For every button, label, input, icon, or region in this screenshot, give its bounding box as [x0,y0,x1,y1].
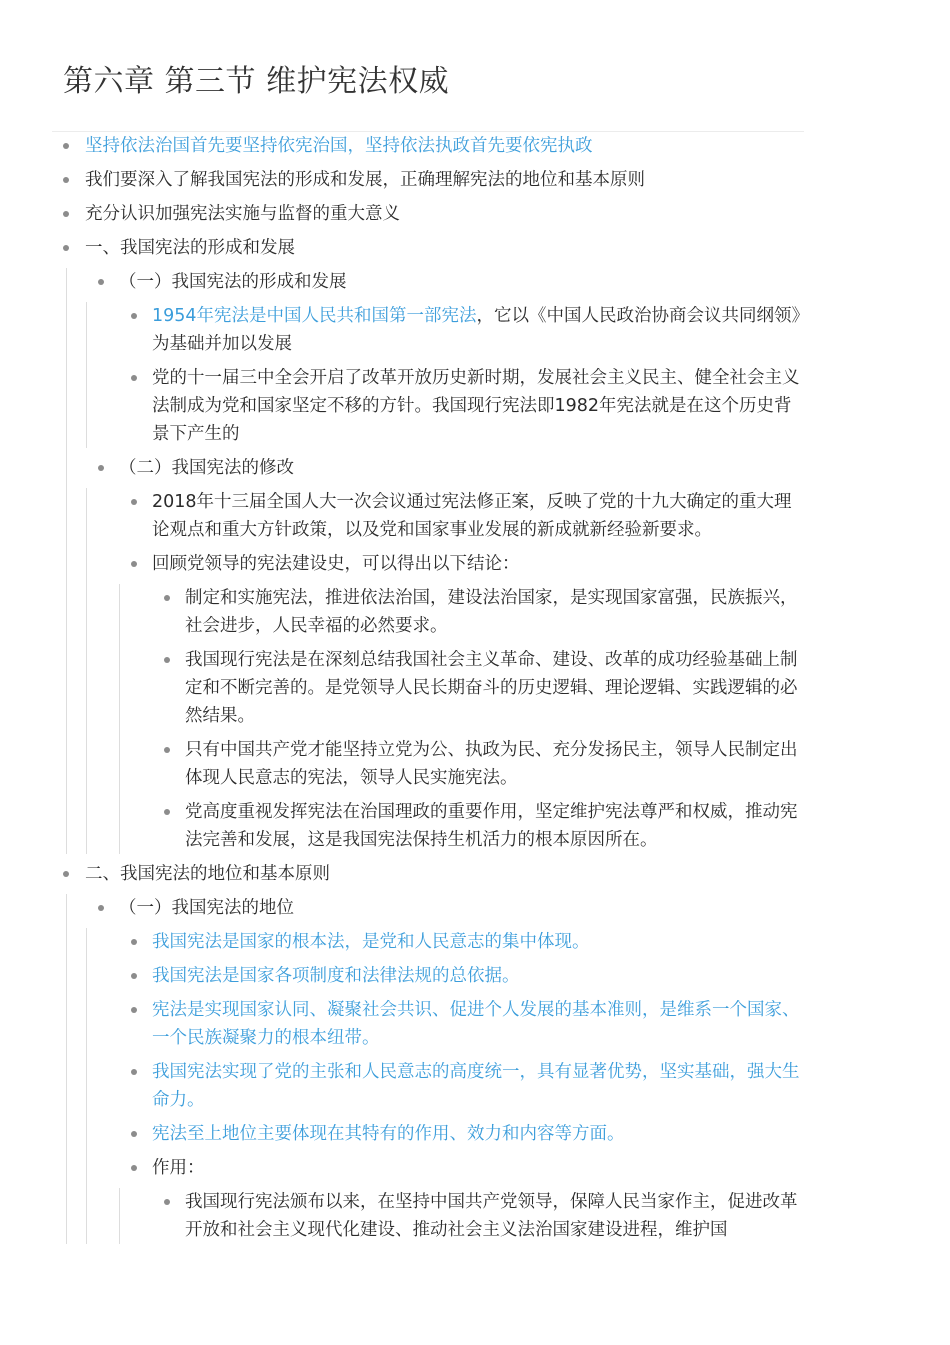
bullet-icon [63,871,69,877]
bullet-icon [63,245,69,251]
role-label: 作用： [152,1158,205,1178]
list-item [120,798,804,854]
part1-sec2-children [86,488,804,854]
bullet-icon [164,1199,170,1205]
list-item [87,928,804,956]
document-page [52,0,804,1250]
constitution-1954-highlight: 1954年宪法是中国人民共和国第一部宪法 [152,306,477,326]
part1-sec2-heading: （二）我国宪法的修改 [119,458,294,478]
intro-item-3: 充分认识加强宪法实施与监督的重大意义 [85,204,400,224]
intro-item-2: 我们要深入了解我国宪法的形成和发展，正确理解宪法的地位和基本原则 [85,170,645,190]
bullet-icon [131,1069,137,1075]
bullet-icon [164,595,170,601]
conclusion-item: 我国现行宪法是在深刻总结我国社会主义革命、建设、改革的成功经验基础上制定和不断完善的。是党领导人民长期奋斗的历史逻辑、理论逻辑、实践逻辑的必然结果。 [185,650,798,726]
bullet-icon [63,211,69,217]
amendment-2018-item: 2018年十三届全国人大一次会议通过宪法修正案，反映了党的十九大确定的重大理论观点和重大方针政策，以及党和国家事业发展的新成就新经验新要求。 [152,492,792,540]
list-item [87,488,804,544]
bullet-icon [131,1165,137,1171]
part1-sec1-node [67,268,804,448]
list-item [87,364,804,448]
part2-children [66,894,804,1244]
conclusion-item: 只有中国共产党才能坚持立党为公、执政为民、充分发扬民主，领导人民制定出体现人民意志的宪法，领导人民实施宪法。 [185,740,798,788]
part1-node [52,234,804,854]
bullet-icon [164,747,170,753]
status-item: 我国宪法实现了党的主张和人民意志的高度统一，具有显著优势，坚实基础，强大生命力。 [152,1062,800,1110]
list-item [87,1154,804,1244]
list-item [120,646,804,730]
status-item: 我国宪法是国家各项制度和法律法规的总依据。 [152,966,520,986]
bullet-icon [131,1007,137,1013]
conclusion-item: 制定和实施宪法，推进依法治国，建设法治国家，是实现国家富强，民族振兴，社会进步，人民幸福的必然要求。 [185,588,798,636]
part2-sec1-heading: （一）我国宪法的地位 [119,898,294,918]
constitution-1954-item [152,302,804,358]
conclusions-list [119,584,804,854]
list-item [120,1188,804,1244]
part1-sec2-node [67,454,804,854]
part2-sec1-children [86,928,804,1244]
bullet-icon [164,657,170,663]
bullet-icon [98,905,104,911]
bullet-icon [131,313,137,319]
bullet-icon [63,177,69,183]
part1-children [66,268,804,854]
bullet-icon [164,809,170,815]
bullet-icon [131,375,137,381]
list-item [87,550,804,854]
part2-sec1-node [67,894,804,1244]
bullet-icon [131,939,137,945]
list-item [87,302,804,358]
part1-sec1-children [86,302,804,448]
bullet-icon [131,499,137,505]
status-item: 我国宪法是国家的根本法，是党和人民意志的集中体现。 [152,932,590,952]
page-title: 第六章 第三节 维护宪法权威 [63,64,450,99]
list-item [52,166,804,194]
role-list [119,1188,804,1244]
list-item [52,132,804,160]
intro-item-1: 坚持依法治国首先要坚持依宪治国，坚持依法执政首先要依宪执政 [85,136,593,156]
status-item: 宪法是实现国家认同、凝聚社会共识、促进个人发展的基本准则，是维系一个国家、一个民族凝聚力的根本纽带。 [152,1000,800,1048]
bullet-icon [98,279,104,285]
bullet-icon [131,561,137,567]
status-item: 宪法至上地位主要体现在其特有的作用、效力和内容等方面。 [152,1124,625,1144]
list-item [87,1058,804,1114]
bullet-icon [131,1131,137,1137]
role-item: 我国现行宪法颁布以来，在坚持中国共产党领导，保障人民当家作主，促进改革开放和社会主义现代化建设、推动社会主义法治国家建设进程，维护国 [185,1192,798,1240]
part1-sec1-heading: （一）我国宪法的形成和发展 [119,272,347,292]
bullet-icon [131,973,137,979]
constitution-1982-item: 党的十一届三中全会开启了改革开放历史新时期，发展社会主义民主、健全社会主义法制成为党和国家坚定不移的方针。我国现行宪法即1982年宪法就是在这个历史背景下产生的 [152,368,800,444]
list-item [120,584,804,640]
list-item [120,736,804,792]
conclusions-label: 回顾党领导的宪法建设史，可以得出以下结论： [152,554,520,574]
conclusion-item: 党高度重视发挥宪法在治国理政的重要作用，坚定维护宪法尊严和权威，推动宪法完善和发展，这是我国宪法保持生机活力的根本原因所在。 [185,802,798,850]
list-item [87,996,804,1052]
part1-heading: 一、我国宪法的形成和发展 [85,238,295,258]
outline-root [52,132,804,1244]
list-item [87,962,804,990]
bullet-icon [98,465,104,471]
bullet-icon [63,143,69,149]
constitution-1954-rest: ，它以《中国人民政治协商会议共同纲领》为基础并加以发展 [152,306,801,354]
list-item [87,1120,804,1148]
part2-node [52,860,804,1244]
part2-heading: 二、我国宪法的地位和基本原则 [85,864,330,884]
list-item [52,200,804,228]
